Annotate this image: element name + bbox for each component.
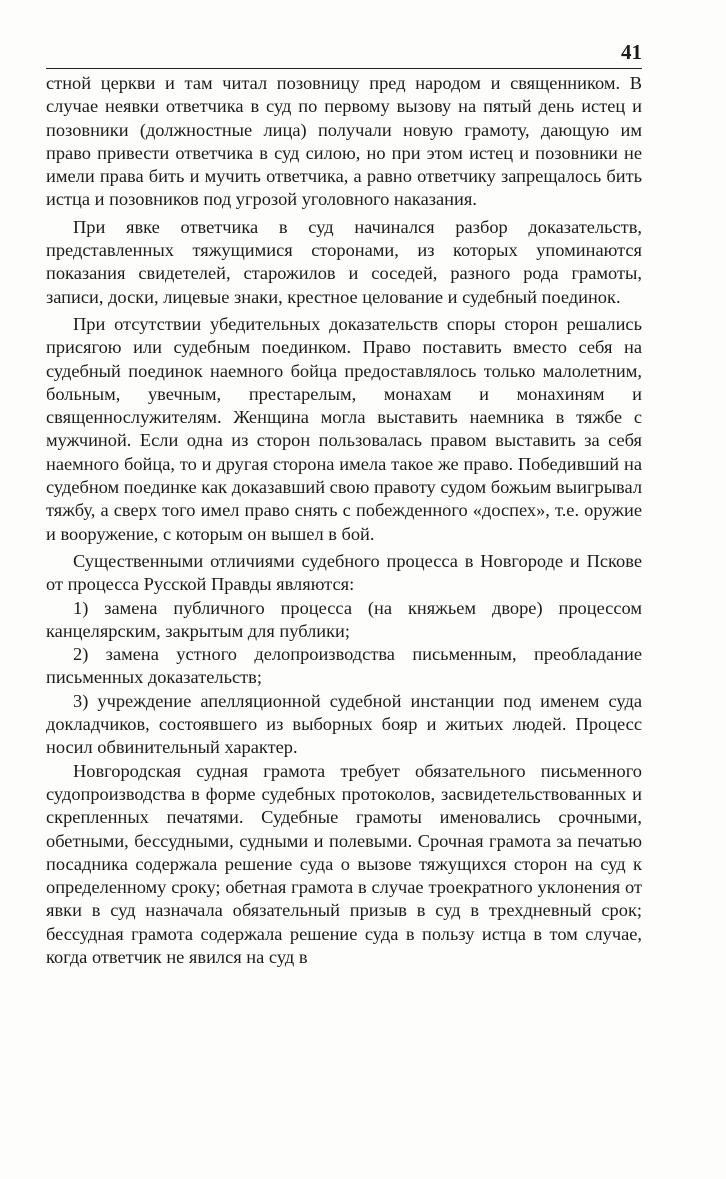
paragraph: стной церкви и там читал позовницу пред народом и священником. В случае неявки ответчика в суд по первому вызову на пятый день истец и позовники (должностные лица) получали новую грамоту, дающую им право привести ответчика в суд силою, но при этом истец и позовники не имели права бить и мучить ответчика, а равно ответчику запрещалось бить истца и позовников под угрозой уголовного наказания. (46, 73, 642, 210)
list-item: 1) замена публичного процесса (на княжьем дворе) процессом канцелярским, закрытым для публики; (46, 597, 642, 641)
paragraph: При отсутствии убедительных доказательств споры сторон решались присягою или судебным поединком. Право поставить вместо себя на судебный поединок наемного бойца предоставлялось только малолетним, больным, увечным, престарелым, монахам и монахиням и священнослужителям. Женщина могла выставить наемника в тяжбе с мужчиной. Если одна из сторон пользовалась правом выставить за себя наемного бойца, то и другая сторона имела такое же право. Победивший на судебном поединке как доказавший свою правоту судом божьим выигрывал тяжбу, а сверх того имел право снять с побежденного «доспех», т.е. оружие и вооружение, с которым он вышел в бой. (46, 313, 642, 544)
list-item: 2) замена устного делопроизводства письменным, преобладание письменных доказательств; (46, 644, 642, 688)
document-page (46, 38, 642, 969)
paragraph: Новгородская судная грамота требует обязательного письменного судопроизводства в форме судебных протоколов, засвидетельствованных и скрепленных печатями. Судебные грамоты именовались срочными, обетными, бессудными, судными и полевыми. Срочная грамота за печатью посадника содержала решение суда о вызове тяжущихся сторон на суд к определенному сроку; обетная грамота в случае троекратного уклонения от явки в суд назначала обязательный призыв в суд в трехдневный срок; бессудная грамота содержала решение суда в пользу истца в том случае, когда ответчик не явился на суд в (46, 760, 642, 967)
paragraph: Существенными отличиями судебного процесса в Новгороде и Пскове от процесса Русской Правды являются: (46, 550, 642, 595)
page-number: 41 (621, 40, 642, 64)
paragraph: При явке ответчика в суд начинался разбор доказательств, представленных тяжущимися сторонами, из которых упоминаются показания свидетелей, старожилов и соседей, разного рода грамоты, записи, доски, лицевые знаки, крестное целование и судебный поединок. (46, 216, 642, 307)
page-body (46, 69, 642, 969)
list-item: 3) учреждение апелляционной судебной инстанции под именем суда докладчиков, состоявшего из выборных бояр и житьих людей. Процесс носил обвинительный характер. (46, 690, 642, 758)
page-header (46, 38, 642, 69)
